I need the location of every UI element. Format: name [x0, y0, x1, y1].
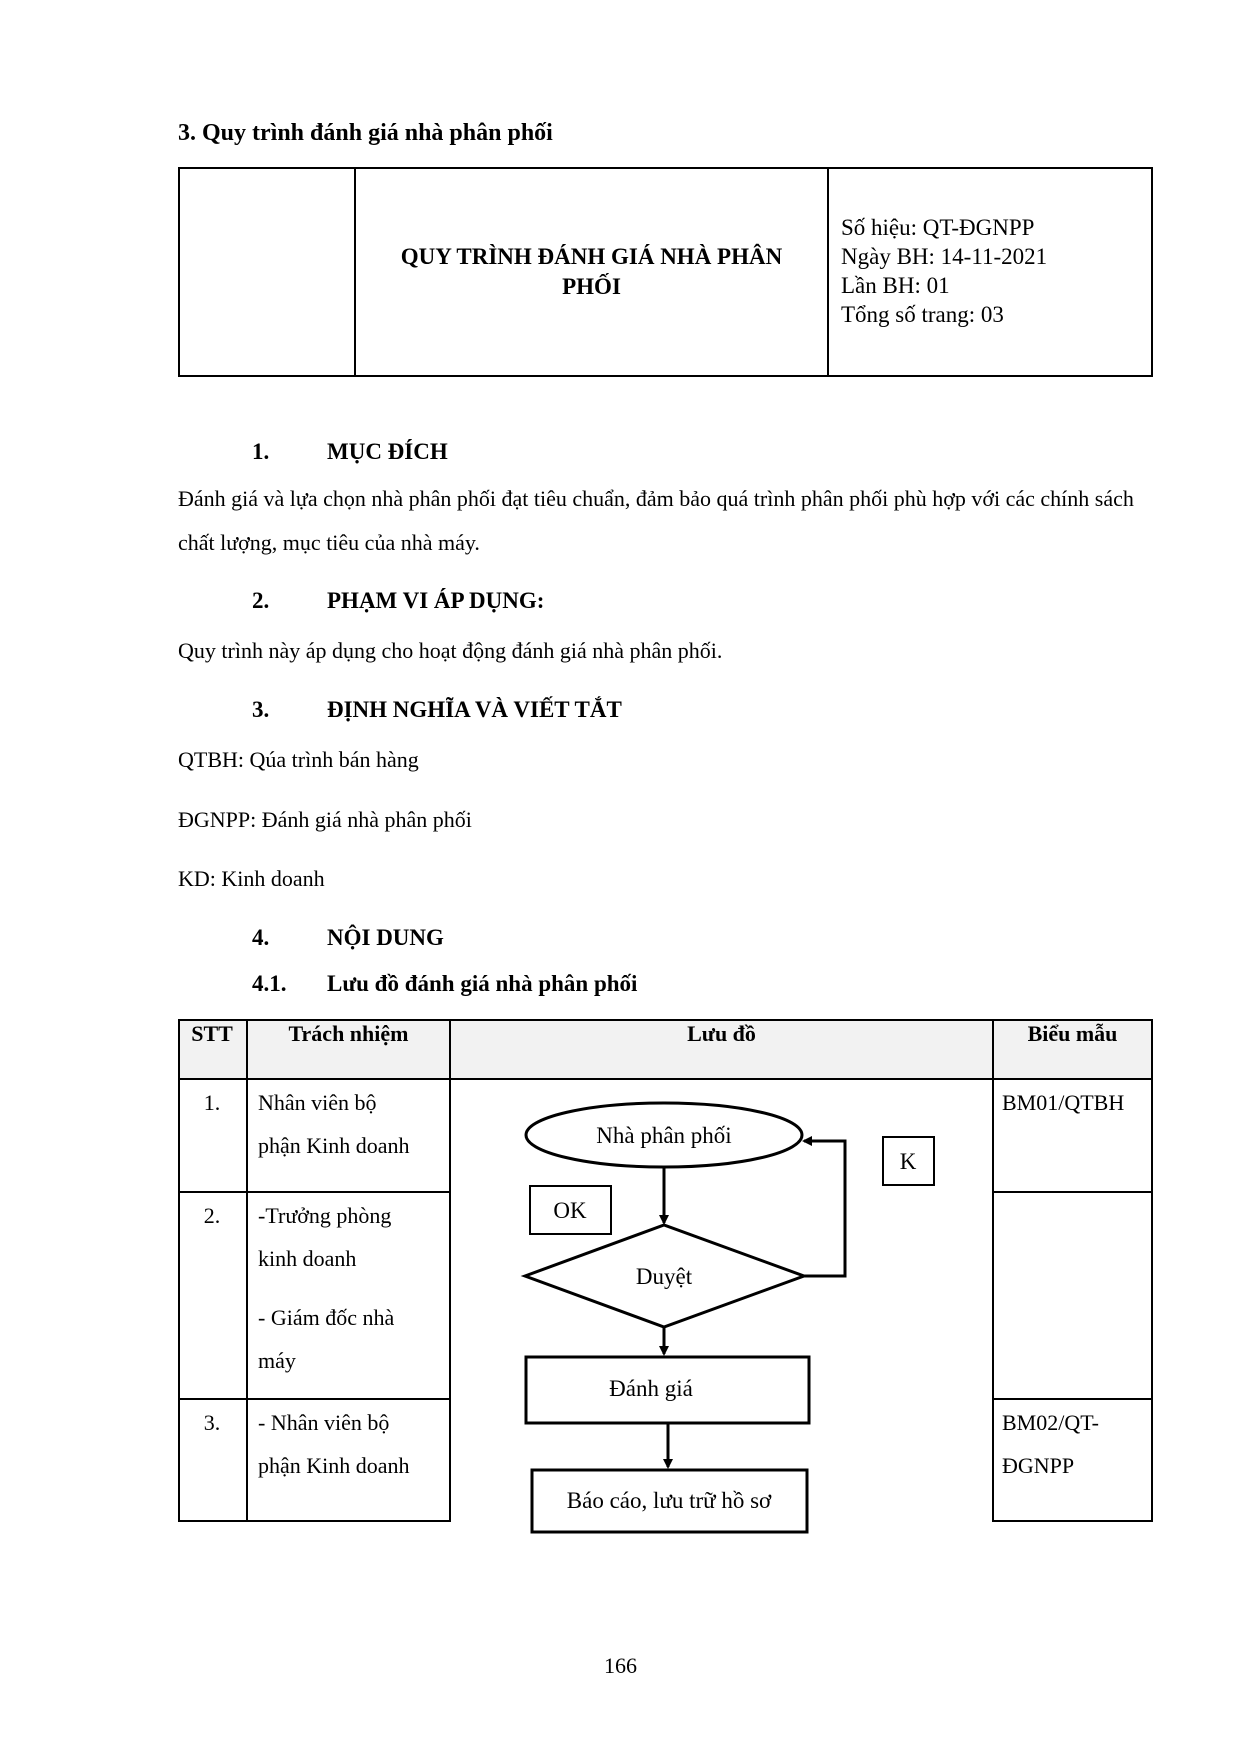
scope-text: Quy trình này áp dụng cho hoạt động đánh giá nhà phân phối. — [178, 638, 723, 663]
document-title: QUY TRÌNH ĐÁNH GIÁ NHÀ PHÂN PHỐI — [356, 169, 829, 375]
report-node-label: Báo cáo, lưu trữ hồ sơ — [566, 1488, 772, 1513]
header-form: Biểu mẫu — [1027, 1021, 1118, 1046]
decision-node-label: Duyệt — [635, 1264, 693, 1289]
heading-scope: 2. PHẠM VI ÁP DỤNG: — [252, 588, 545, 613]
page-number: 166 — [604, 1653, 637, 1678]
header-flowchart: Lưu đồ — [687, 1021, 756, 1046]
row-form: BM01/QTBH — [1002, 1090, 1125, 1115]
meta-issue-date: Ngày BH: 14-11-2021 — [841, 244, 1048, 269]
heading-flowchart: 4.1. Lưu đồ đánh giá nhà phân phối — [252, 971, 638, 996]
heading-content: 4. NỘI DUNG — [252, 925, 444, 950]
heading-definitions: 3. ĐỊNH NGHĨA VÀ VIẾT TẮT — [252, 697, 622, 722]
ok-label: OK — [553, 1198, 587, 1223]
header-stt: STT — [191, 1021, 233, 1046]
definition-item: QTBH: Qúa trình bán hàng — [178, 747, 419, 772]
definition-item: ĐGNPP: Đánh giá nhà phân phối — [178, 807, 472, 832]
row-number: 1. — [203, 1090, 221, 1115]
meta-code: Số hiệu: QT-ĐGNPP — [841, 215, 1035, 240]
reject-label: K — [899, 1149, 917, 1174]
meta-total-pages: Tổng số trang: 03 — [841, 302, 1004, 327]
start-node-label: Nhà phân phối — [596, 1123, 732, 1148]
header-responsibility: Trách nhiệm — [288, 1021, 409, 1046]
row-number: 2. — [203, 1203, 221, 1228]
evaluate-node-label: Đánh giá — [609, 1376, 693, 1401]
row-responsibility: Nhân viên bộ phận Kinh doanh — [258, 1090, 410, 1158]
heading-purpose: 1. MỤC ĐÍCH — [252, 439, 448, 464]
reject-loop-arrow — [804, 1141, 845, 1276]
row-form: BM02/QT- ĐGNPP — [1002, 1410, 1099, 1478]
section-title: 3. Quy trình đánh giá nhà phân phối — [178, 120, 553, 146]
meta-revision: Lần BH: 01 — [841, 273, 950, 298]
row-number: 3. — [203, 1410, 221, 1435]
purpose-text: Đánh giá và lựa chọn nhà phân phối đạt tiêu chuẩn, đảm bảo quá trình phân phối phù hợp với các chính sách chất lượng, mục tiêu của nhà máy. — [178, 486, 1134, 555]
definition-item: KD: Kinh doanh — [178, 866, 325, 891]
row-responsibility: - Nhân viên bộ phận Kinh doanh — [258, 1410, 410, 1478]
row-responsibility: -Trưởng phòng kinh doanh - Giám đốc nhà máy — [258, 1203, 395, 1373]
